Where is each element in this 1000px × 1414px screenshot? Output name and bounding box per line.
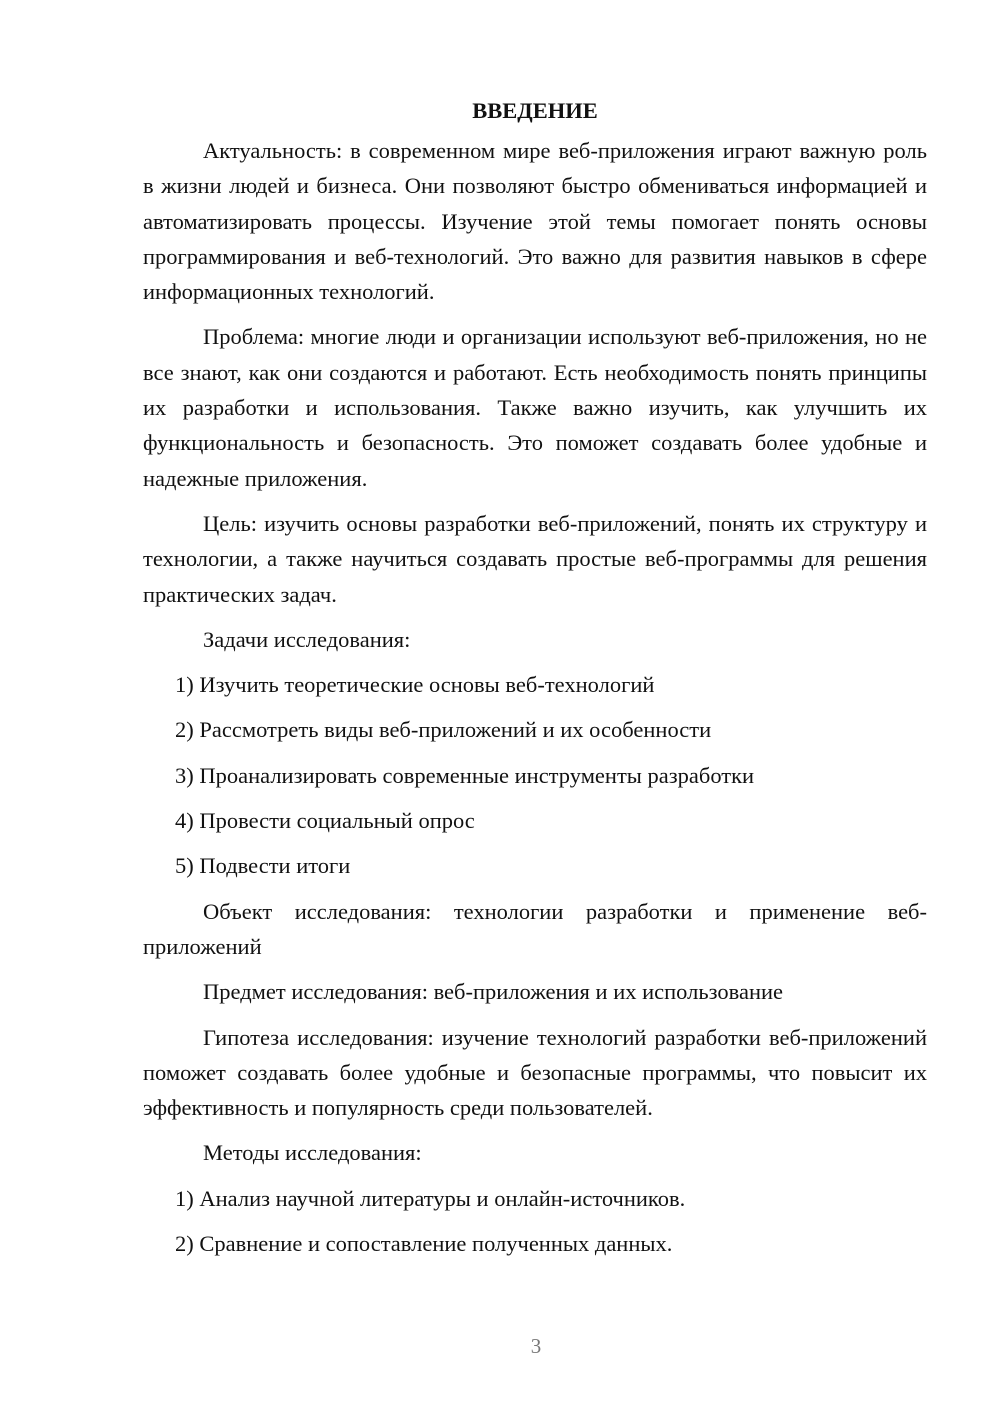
tasks-list bbox=[143, 667, 927, 883]
method-item: 2) Сравнение и сопоставление полученных данных. bbox=[175, 1231, 673, 1257]
task-item: 3) Проанализировать современные инструменты разработки bbox=[175, 762, 755, 788]
relevance-paragraph: Актуальность: в современном мире веб-приложения играют важную роль в жизни людей и бизнеса. Они позволяют быстро обмениваться информацией и автоматизировать процессы. Изучение этой темы помогает понять основы программирования и веб-технологий. Это важно для развития навыков в сфере информационных технологий. bbox=[143, 138, 927, 305]
page-number: 3 bbox=[530, 1334, 542, 1358]
page-content bbox=[143, 96, 927, 1271]
task-item: 2) Рассмотреть виды веб-приложений и их особенности bbox=[175, 717, 712, 743]
hypothesis-paragraph: Гипотеза исследования: изучение технологий разработки веб-приложений поможет создавать более удобные и безопасные программы, что повысит их эффективность и популярность среди пользователей. bbox=[143, 1024, 927, 1121]
page-title: ВВЕДЕНИЕ bbox=[472, 98, 598, 123]
goal-paragraph: Цель: изучить основы разработки веб-приложений, понять их структуру и технологии, а также научиться создавать простые веб-программы для решения практических задач. bbox=[143, 510, 927, 607]
methods-list bbox=[143, 1181, 927, 1262]
task-item: 4) Провести социальный опрос bbox=[175, 808, 475, 834]
tasks-heading: Задачи исследования: bbox=[203, 626, 411, 652]
methods-heading: Методы исследования: bbox=[203, 1140, 422, 1166]
task-item: 5) Подвести итоги bbox=[175, 853, 351, 879]
subject-paragraph: Предмет исследования: веб-приложения и их использование bbox=[203, 979, 784, 1005]
task-item: 1) Изучить теоретические основы веб-технологий bbox=[175, 672, 655, 698]
object-paragraph: Объект исследования: технологии разработки и применение веб-приложений bbox=[143, 898, 927, 959]
method-item: 1) Анализ научной литературы и онлайн-источников. bbox=[175, 1185, 686, 1211]
problem-paragraph: Проблема: многие люди и организации используют веб-приложения, но не все знают, как они создаются и работают. Есть необходимость понять принципы их разработки и использования. Также важно изучить, как улучшить их функциональность и безопасность. Это поможет создавать более удобные и надежные приложения. bbox=[143, 324, 927, 491]
